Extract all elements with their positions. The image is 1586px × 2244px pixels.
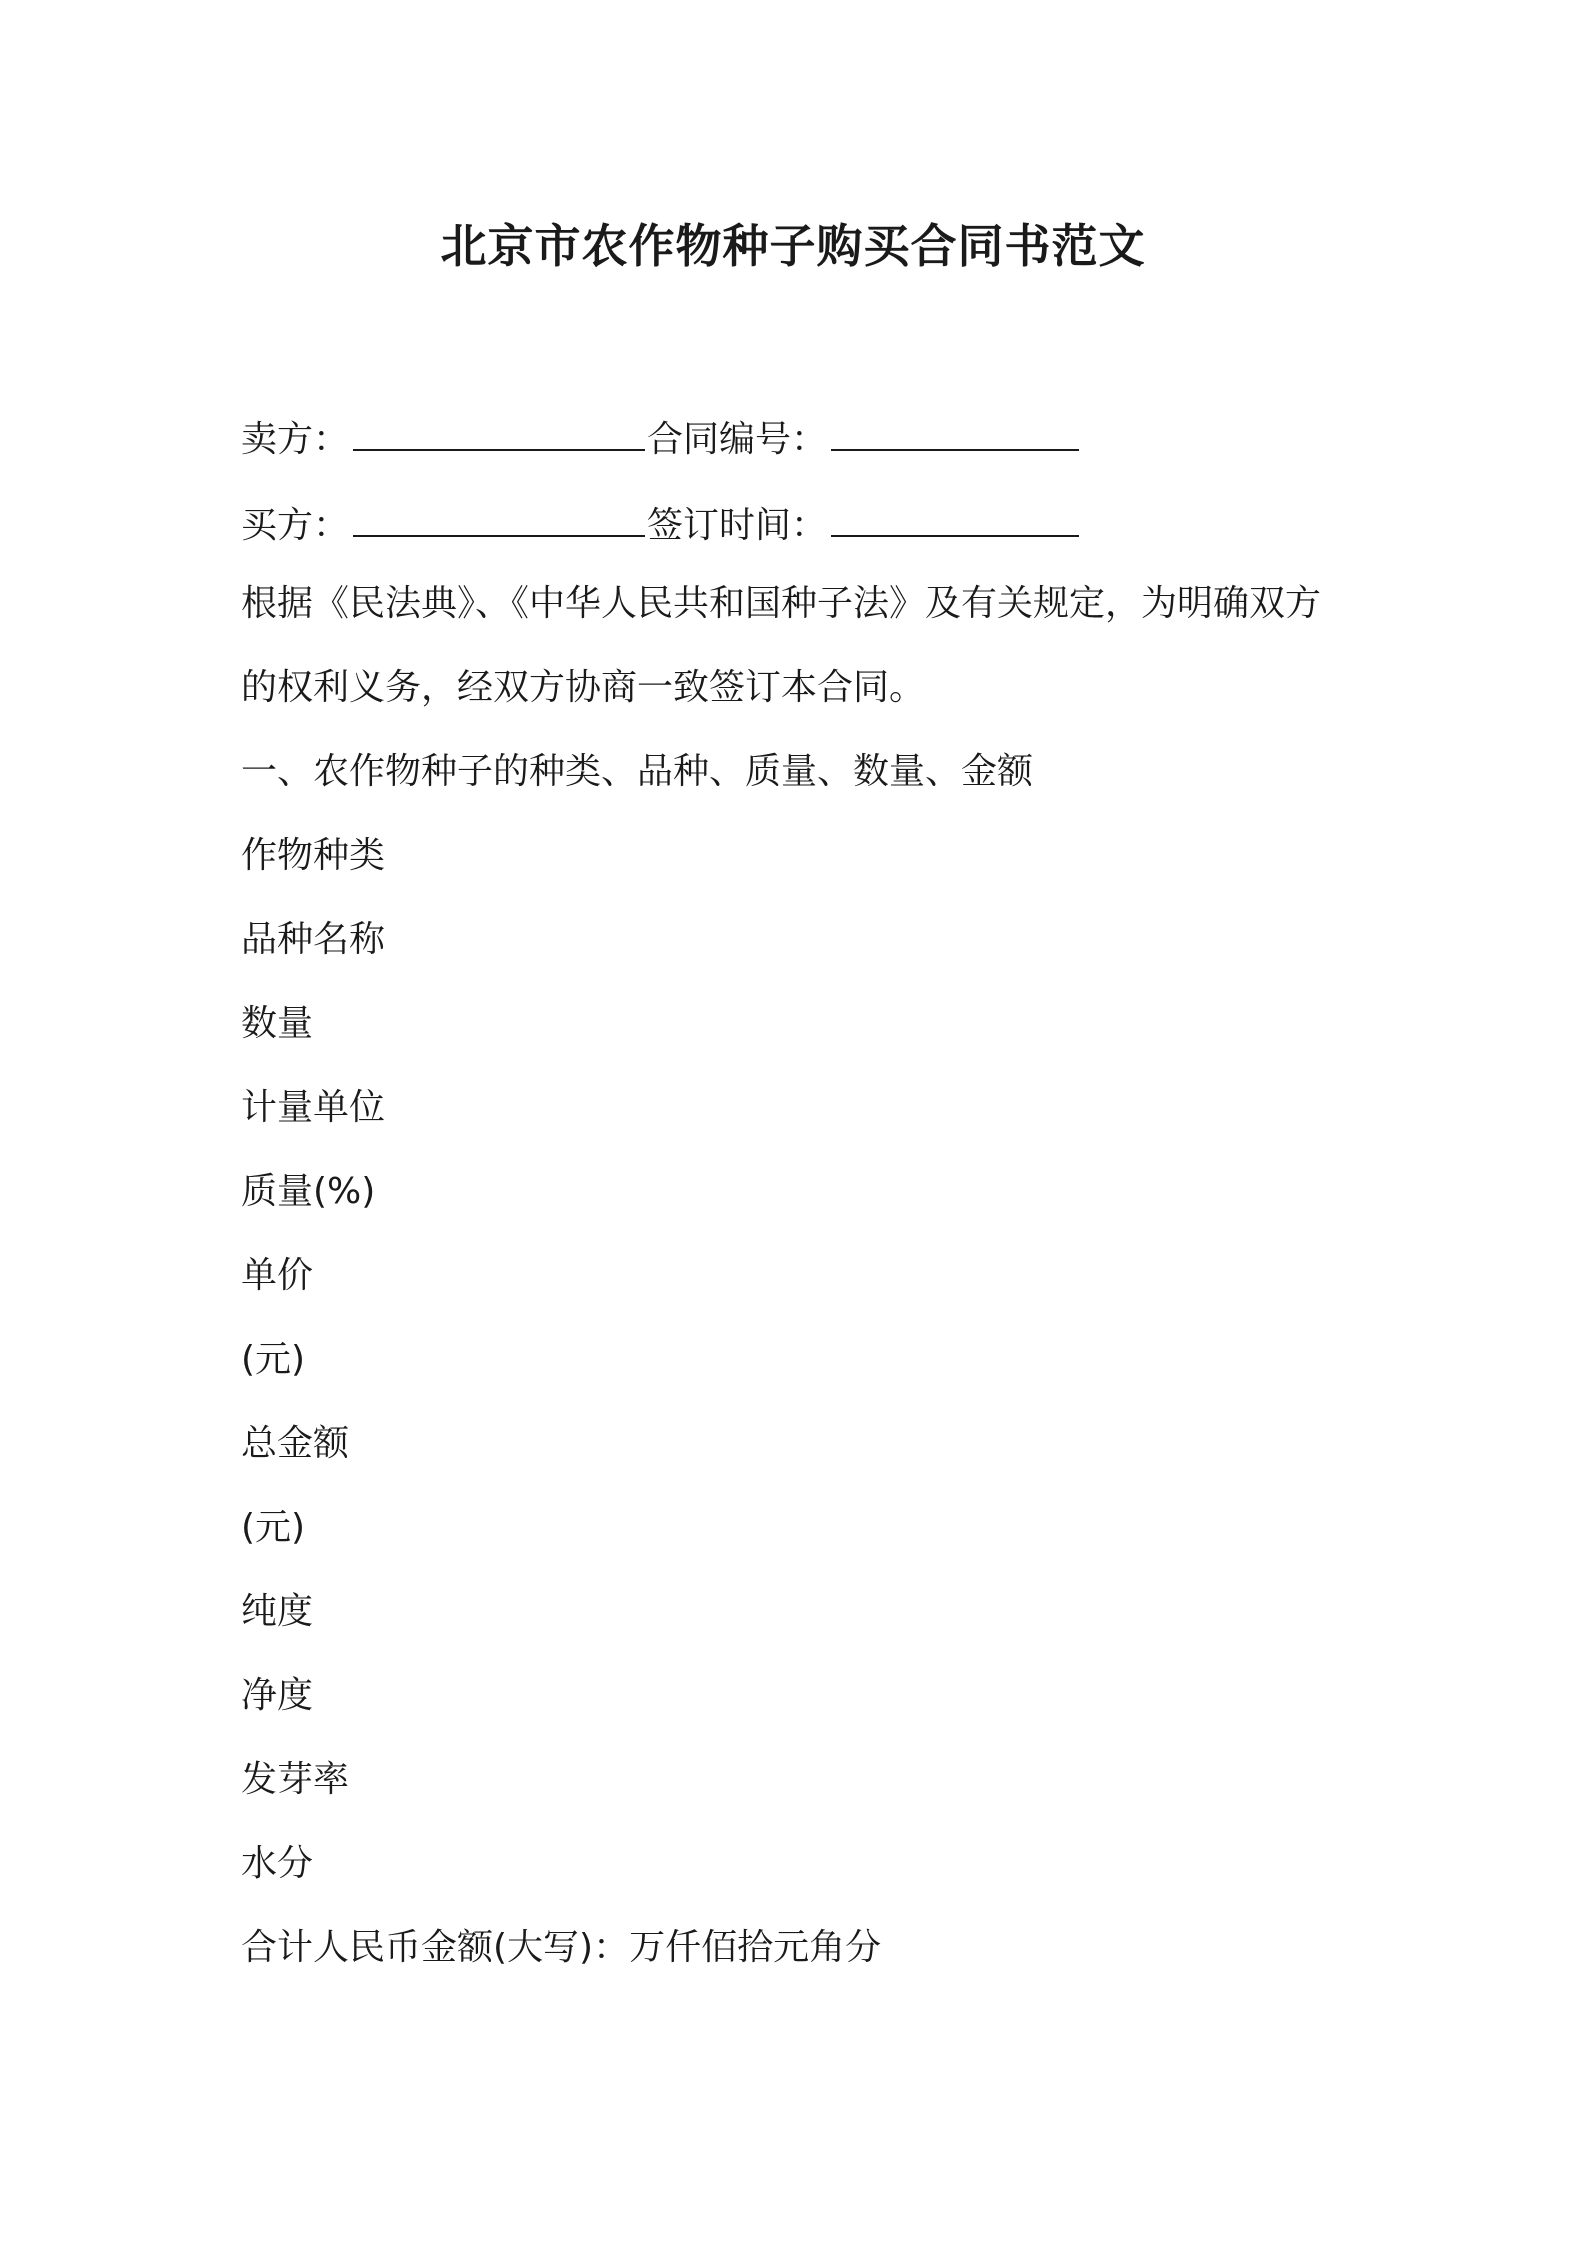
contract-no-blank[interactable] [831, 421, 1079, 451]
total-amount-line: 合计人民币金额(大写)：万仟佰拾元角分 [241, 1927, 882, 1968]
item-line: 计量单位 [241, 1087, 386, 1128]
preamble-line: 的权利义务，经双方协商一致签订本合同。 [241, 667, 926, 708]
seller-row [241, 414, 1081, 466]
item-line: 纯度 [241, 1591, 314, 1632]
sign-time-label: 签订时间： [647, 505, 828, 546]
document-title: 北京市农作物种子购买合同书范文 [440, 219, 1146, 273]
item-line: 数量 [241, 1003, 314, 1044]
item-line: 总金额 [241, 1423, 350, 1464]
preamble-line: 根据《民法典》、《中华人民共和国种子法》及有关规定，为明确双方 [241, 583, 1322, 624]
seller-label: 卖方： [241, 419, 350, 460]
buyer-label: 买方： [241, 505, 350, 546]
contract-no-label: 合同编号： [647, 419, 828, 460]
item-line: 质量(%) [241, 1171, 376, 1212]
item-line: 发芽率 [241, 1759, 350, 1800]
item-line: 净度 [241, 1675, 314, 1716]
sign-time-blank[interactable] [831, 507, 1079, 537]
seller-blank[interactable] [353, 421, 645, 451]
item-line: 水分 [241, 1843, 314, 1884]
item-line: 品种名称 [241, 919, 386, 960]
item-line: (元) [241, 1507, 306, 1548]
section-heading: 一、农作物种子的种类、品种、质量、数量、金额 [241, 751, 1034, 792]
item-line: 作物种类 [241, 835, 386, 876]
item-line: (元) [241, 1339, 306, 1380]
buyer-blank[interactable] [353, 507, 645, 537]
item-line: 单价 [241, 1255, 314, 1296]
buyer-row [241, 500, 1081, 552]
